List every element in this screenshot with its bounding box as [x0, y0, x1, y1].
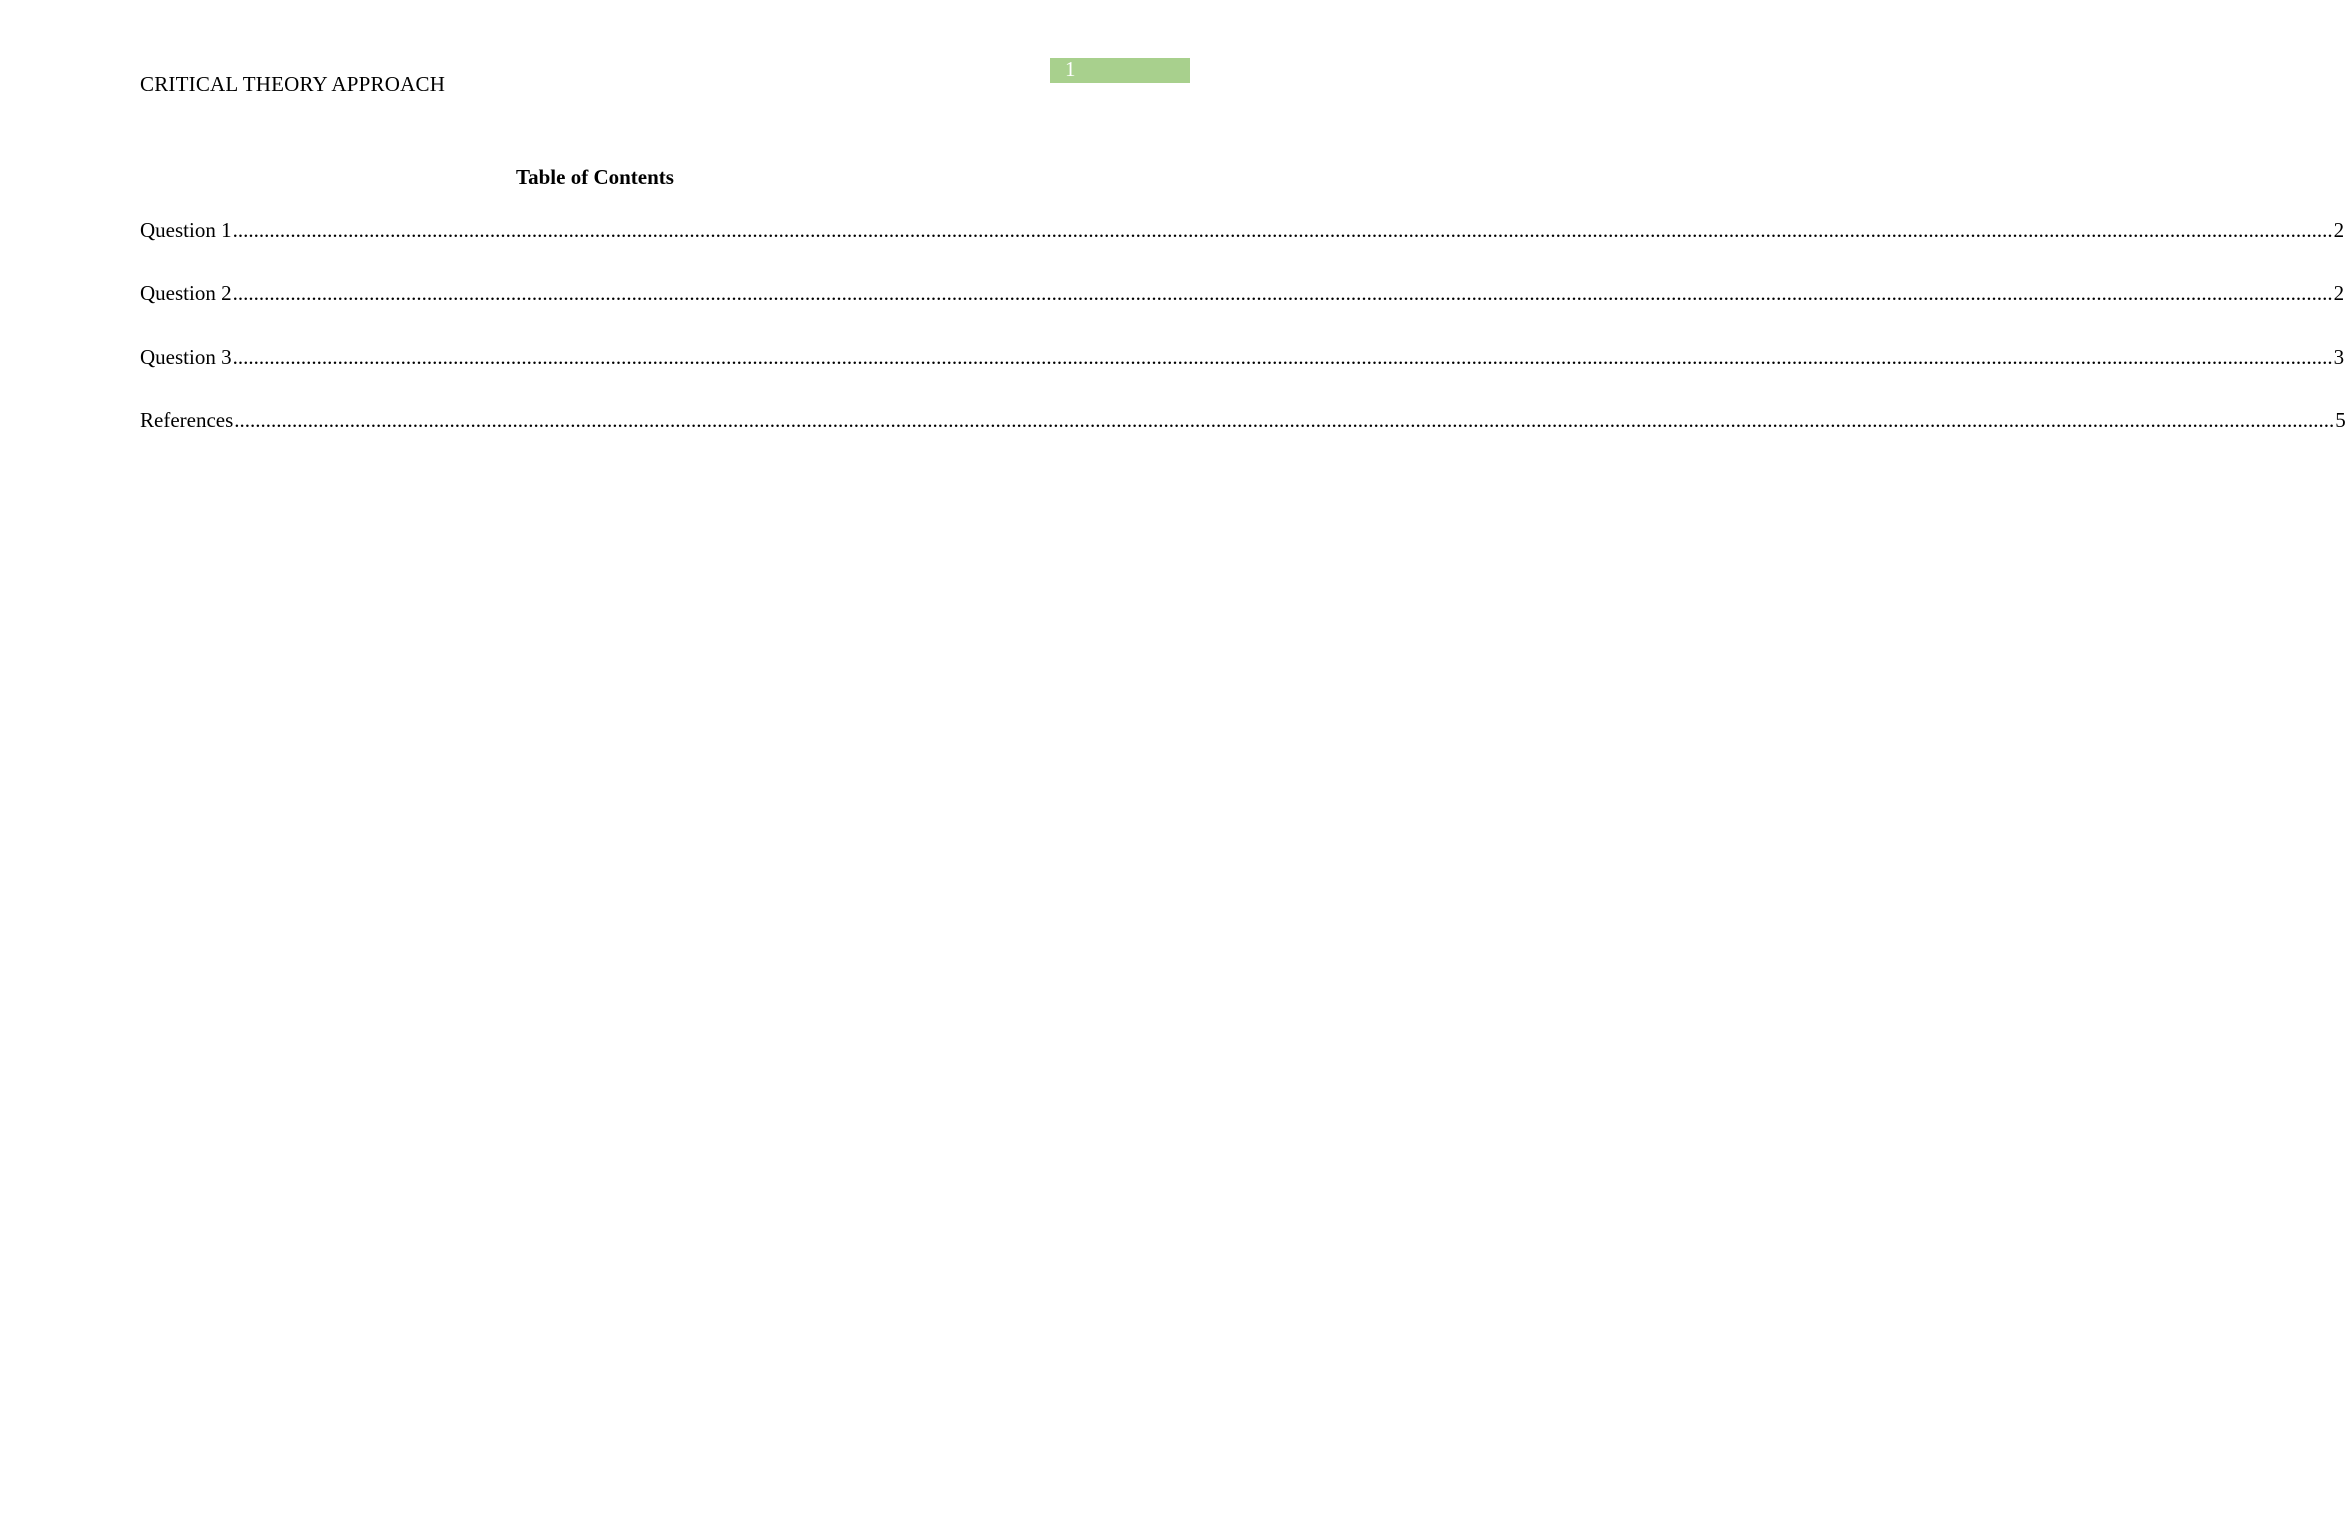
- toc-entry-page: 2: [2333, 281, 2345, 306]
- page-number: 1: [1065, 57, 1076, 81]
- toc-entry-page: 5: [2335, 407, 2346, 432]
- toc-dot-leader: ................................................................................................................................................................................................................................................................................................................................................................................................................: [232, 344, 2333, 369]
- toc-entry-question-2[interactable]: [140, 279, 2345, 342]
- page-number-badge: [1050, 58, 1190, 83]
- toc-title: Table of Contents: [516, 165, 674, 189]
- running-head: CRITICAL THEORY APPROACH: [140, 72, 446, 96]
- toc-dot-leader: ................................................................................................................................................................................................................................................................................................................................................................................................................: [234, 407, 2335, 432]
- toc-dot-leader: ................................................................................................................................................................................................................................................................................................................................................................................................................: [232, 281, 2333, 306]
- toc-entry-label: Question 2: [140, 281, 232, 306]
- toc-entry-references[interactable]: [140, 406, 2346, 469]
- toc-entry-question-1[interactable]: [140, 216, 2345, 279]
- toc-entry-label: References: [140, 407, 234, 432]
- toc-entry-label: Question 3: [140, 344, 232, 369]
- toc-entry-question-3[interactable]: [140, 343, 2345, 406]
- toc-entry-page: 3: [2333, 344, 2345, 369]
- toc-entry-page: 2: [2333, 218, 2345, 242]
- toc-dot-leader: ................................................................................................................................................................................................................................................................................................................................................................................................................: [232, 218, 2333, 242]
- toc-list: [140, 216, 2346, 469]
- toc-entry-label: Question 1: [140, 218, 232, 242]
